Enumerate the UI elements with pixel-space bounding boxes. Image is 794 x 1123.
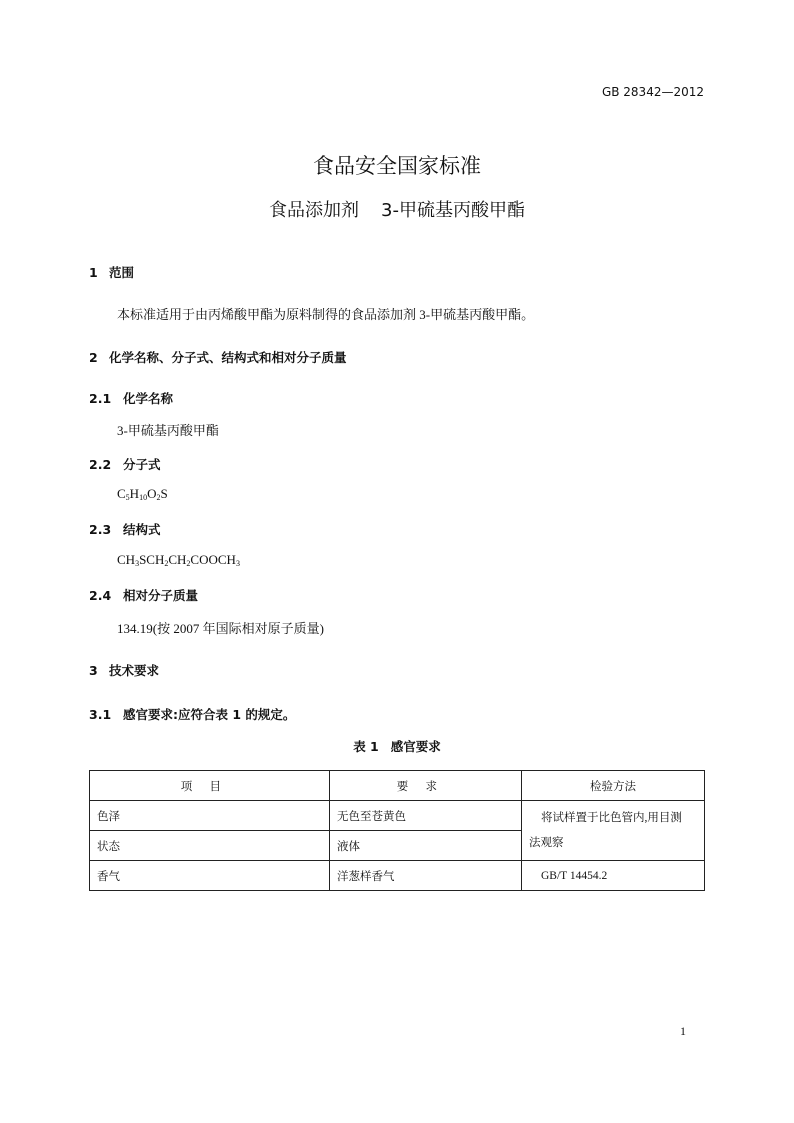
section-title: 化学名称、分子式、结构式和相对分子质量 [109,350,347,365]
section-1-heading [89,263,134,281]
table-row [90,861,705,891]
header-requirement: 要求 [330,771,522,801]
page-number: 1 [680,1024,686,1038]
table-row [90,801,705,831]
section-2-3-heading [89,520,161,538]
section-2-heading [89,348,347,366]
subtitle-name: 3-甲硫基丙酸甲酯 [381,200,525,221]
section-number: 1 [89,265,98,280]
cell-method: GB/T 14454.2 [522,861,705,891]
section-number: 3 [89,663,98,678]
molecular-formula: $C_5H_{10}O_2S$ [117,486,168,502]
section-3-1-heading [89,705,295,723]
sensory-requirements-table [89,770,705,891]
section-number: 2 [89,350,98,365]
structural-formula: $CH_3SCH_2CH_2COOCH_3$ [117,552,240,568]
table-title: 感官要求 [390,739,441,754]
section-title: 感官要求:应符合表 1 的规定。 [123,707,296,722]
standard-code: GB 28342—2012 [601,85,704,99]
table-caption [0,737,794,755]
section-title: 结构式 [123,522,161,537]
section-title: 技术要求 [109,663,160,678]
cell-method-merged: 将试样置于比色管内,用目测 法观察 [522,801,705,861]
section-number: 2.2 [89,457,112,472]
section-2-1-heading [89,389,173,407]
section-number: 2.1 [89,391,112,406]
section-2-4-heading [89,586,198,604]
section-title: 分子式 [123,457,161,472]
cell-item: 状态 [90,831,330,861]
cell-item: 色泽 [90,801,330,831]
header-item: 项目 [90,771,330,801]
cell-requirement: 无色至苍黄色 [330,801,522,831]
section-number: 3.1 [89,707,112,722]
section-number: 2.3 [89,522,112,537]
table-header-row [90,771,705,801]
cell-requirement: 洋葱样香气 [330,861,522,891]
section-3-heading [89,661,159,679]
section-number: 2.4 [89,588,112,603]
subtitle-prefix: 食品添加剂 [269,200,360,221]
section-2-2-heading [89,455,161,473]
cell-requirement: 液体 [330,831,522,861]
document-title: 食品安全国家标准 [313,154,481,178]
header-method: 检验方法 [522,771,705,801]
section-title: 化学名称 [123,391,174,406]
section-title: 范围 [109,265,135,280]
table-number: 表 1 [353,739,379,754]
section-1-text: 本标准适用于由丙烯酸甲酯为原料制得的食品添加剂 3-甲硫基丙酸甲酯。 [117,307,535,322]
document-subtitle [0,196,794,222]
chemical-name: 3-甲硫基丙酸甲酯 [117,423,219,438]
molecular-mass: 134.19(按 2007 年国际相对原子质量) [117,621,324,636]
cell-item: 香气 [90,861,330,891]
section-title: 相对分子质量 [123,588,199,603]
